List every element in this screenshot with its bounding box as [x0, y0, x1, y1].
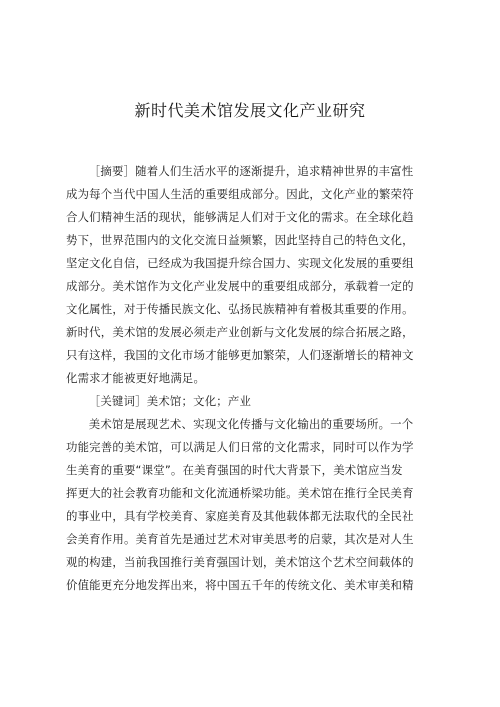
- document-title: 新时代美术馆发展文化产业研究: [134, 101, 366, 120]
- text-line: 只有这样，我国的文化市场才能够更加繁荣，人们逐渐增长的精神文: [66, 348, 414, 362]
- text-line: 价值能更充分地发挥出来，将中国五千年的传统文化、美术审美和精: [66, 578, 414, 592]
- text-line: 坚定文化自信，已经成为我国提升综合国力、实现文化发展的重要组: [66, 256, 414, 270]
- abstract-paragraph: [66, 160, 436, 390]
- text-line: 成部分。美术馆作为文化产业发展中的重要组成部分，承载着一定的: [66, 279, 414, 293]
- text-line: 新时代，美术馆的发展必须走产业创新与文化发展的综合拓展之路，: [66, 325, 414, 339]
- body-paragraph: [66, 413, 436, 597]
- text-line: 文化属性，对于传播民族文化、弘扬民族精神有着极其重要的作用。: [66, 302, 414, 316]
- text-line: 势下，世界范围内的文化交流日益频繁，因此坚持自己的特色文化，: [66, 233, 414, 247]
- keywords-line: ［关键词］美术馆；文化；产业: [88, 394, 252, 408]
- text-line: 的事业中，具有学校美育、家庭美育及其他载体都无法取代的全民社: [66, 509, 414, 523]
- text-line: 合人们精神生活的现状，能够满足人们对于文化的需求。在全球化趋: [66, 210, 414, 224]
- text-line: 功能完善的美术馆，可以满足人们日常的文化需求，同时可以作为学: [66, 440, 414, 454]
- text-line: 成为每个当代中国人生活的重要组成部分。因此，文化产业的繁荣符: [66, 187, 414, 201]
- text-line: 会美育作用。美育首先是通过艺术对审美思考的启蒙，其次是对人生: [66, 532, 414, 546]
- keywords-paragraph: [66, 390, 436, 413]
- text-line: 挥更大的社会教育功能和文化流通桥梁功能。美术馆在推行全民美育: [66, 486, 414, 500]
- text-line: 化需求才能被更好地满足。: [66, 371, 206, 385]
- text-line: 生美育的重要“课堂”。在美育强国的时代大背景下，美术馆应当发: [66, 463, 403, 477]
- document-body: [66, 160, 436, 597]
- text-line: 美术馆是展现艺术、实现文化传播与文化输出的重要场所。一个: [88, 417, 414, 431]
- text-line: ［摘要］随着人们生活水平的逐渐提升，追求精神世界的丰富性: [88, 164, 414, 178]
- text-line: 观的构建，当前我国推行美育强国计划，美术馆这个艺术空间载体的: [66, 555, 414, 569]
